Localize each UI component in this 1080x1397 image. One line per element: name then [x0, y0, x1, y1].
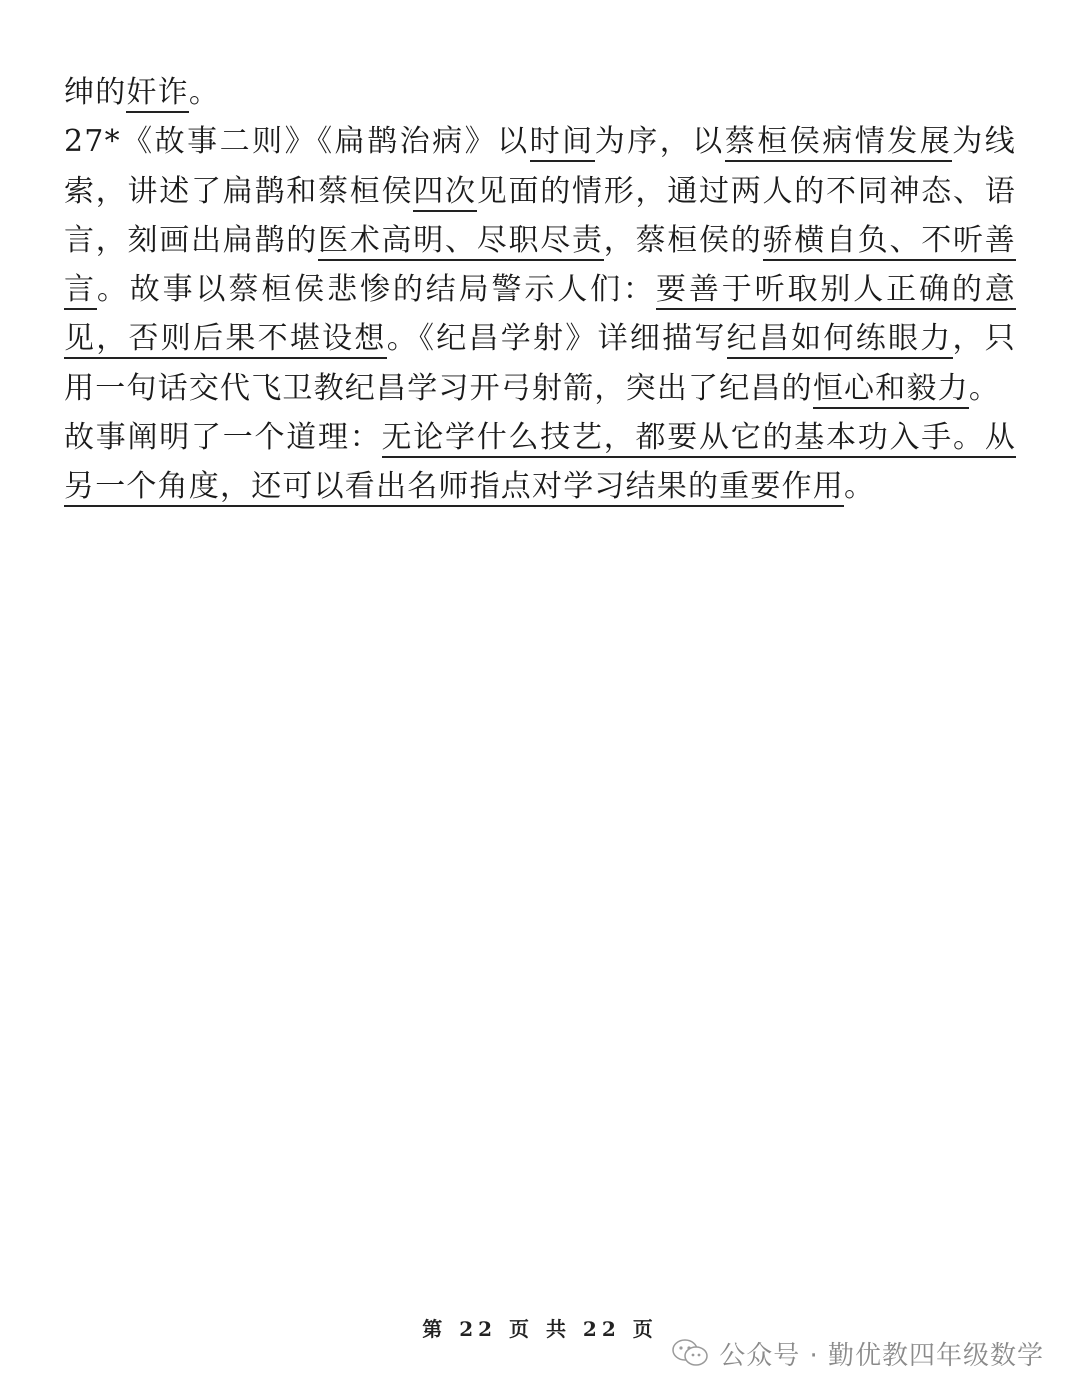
- text-line: [64, 68, 1016, 117]
- watermark: [671, 1333, 1044, 1373]
- underlined-answer: 恒心和毅力: [813, 371, 969, 409]
- underlined-answer: 医术高明、尽职尽责: [318, 223, 604, 261]
- text-line: [64, 314, 1016, 363]
- underlined-answer: 四次: [413, 174, 477, 212]
- underlined-answer: 见，否则后果不堪设想: [64, 321, 387, 359]
- text-segment: 见面的情形，通过两人的不同神态、语: [476, 173, 1016, 209]
- watermark-text: 公众号 · 勤优教四年级数学: [719, 1340, 1044, 1371]
- underlined-answer: 要善于听取别人正确的意: [656, 272, 1016, 310]
- text-segment: 27*《故事二则》《扁鹊治病》以: [64, 124, 530, 160]
- text-line: [64, 462, 1016, 511]
- text-line: [64, 216, 1016, 265]
- underlined-answer: 骄横自负、不听善: [763, 223, 1016, 261]
- text-segment: 为线: [952, 124, 1016, 160]
- underlined-answer: 言: [64, 272, 97, 310]
- text-line: [64, 167, 1016, 216]
- page-number: 第 22 页 共 22 页: [422, 1317, 658, 1341]
- underlined-answer: 蔡桓侯病情发展: [725, 124, 953, 162]
- text-segment: 。: [844, 469, 876, 505]
- text-segment: 言，刻画出扁鹊的: [64, 222, 319, 258]
- text-segment: 为序，以: [594, 124, 725, 160]
- text-line: [64, 364, 1016, 413]
- text-segment: 。故事以蔡桓侯悲惨的结局警示人们：: [96, 272, 656, 308]
- text-segment: 用一句话交代飞卫教纪昌学习开弓射箭，突出了纪昌的: [64, 370, 813, 406]
- underlined-answer: 奸诈: [126, 75, 188, 113]
- text-segment: ，蔡桓侯的: [603, 222, 763, 258]
- wechat-icon: [671, 1338, 709, 1368]
- text-segment: ，只: [952, 321, 1016, 357]
- underlined-answer: 另一个角度，还可以看出名师指点对学习结果的重要作用: [64, 469, 844, 507]
- underlined-answer: 时间: [530, 124, 595, 162]
- text-line: [64, 265, 1016, 314]
- text-segment: 。: [968, 370, 1001, 406]
- body-paragraph: [64, 68, 1016, 512]
- text-segment: 索，讲述了扁鹊和蔡桓侯: [64, 173, 414, 209]
- text-segment: 。《纪昌学射》详细描写: [386, 321, 727, 357]
- text-segment: 。: [188, 75, 221, 110]
- underlined-answer: 无论学什么技艺，都要从它的基本功入手。从: [382, 420, 1016, 458]
- text-segment: 故事阐明了一个道理：: [64, 420, 382, 456]
- text-line: [64, 117, 1016, 166]
- text-line: [64, 413, 1016, 462]
- text-segment: 绅的: [64, 75, 127, 110]
- underlined-answer: 纪昌如何练眼力: [727, 321, 953, 359]
